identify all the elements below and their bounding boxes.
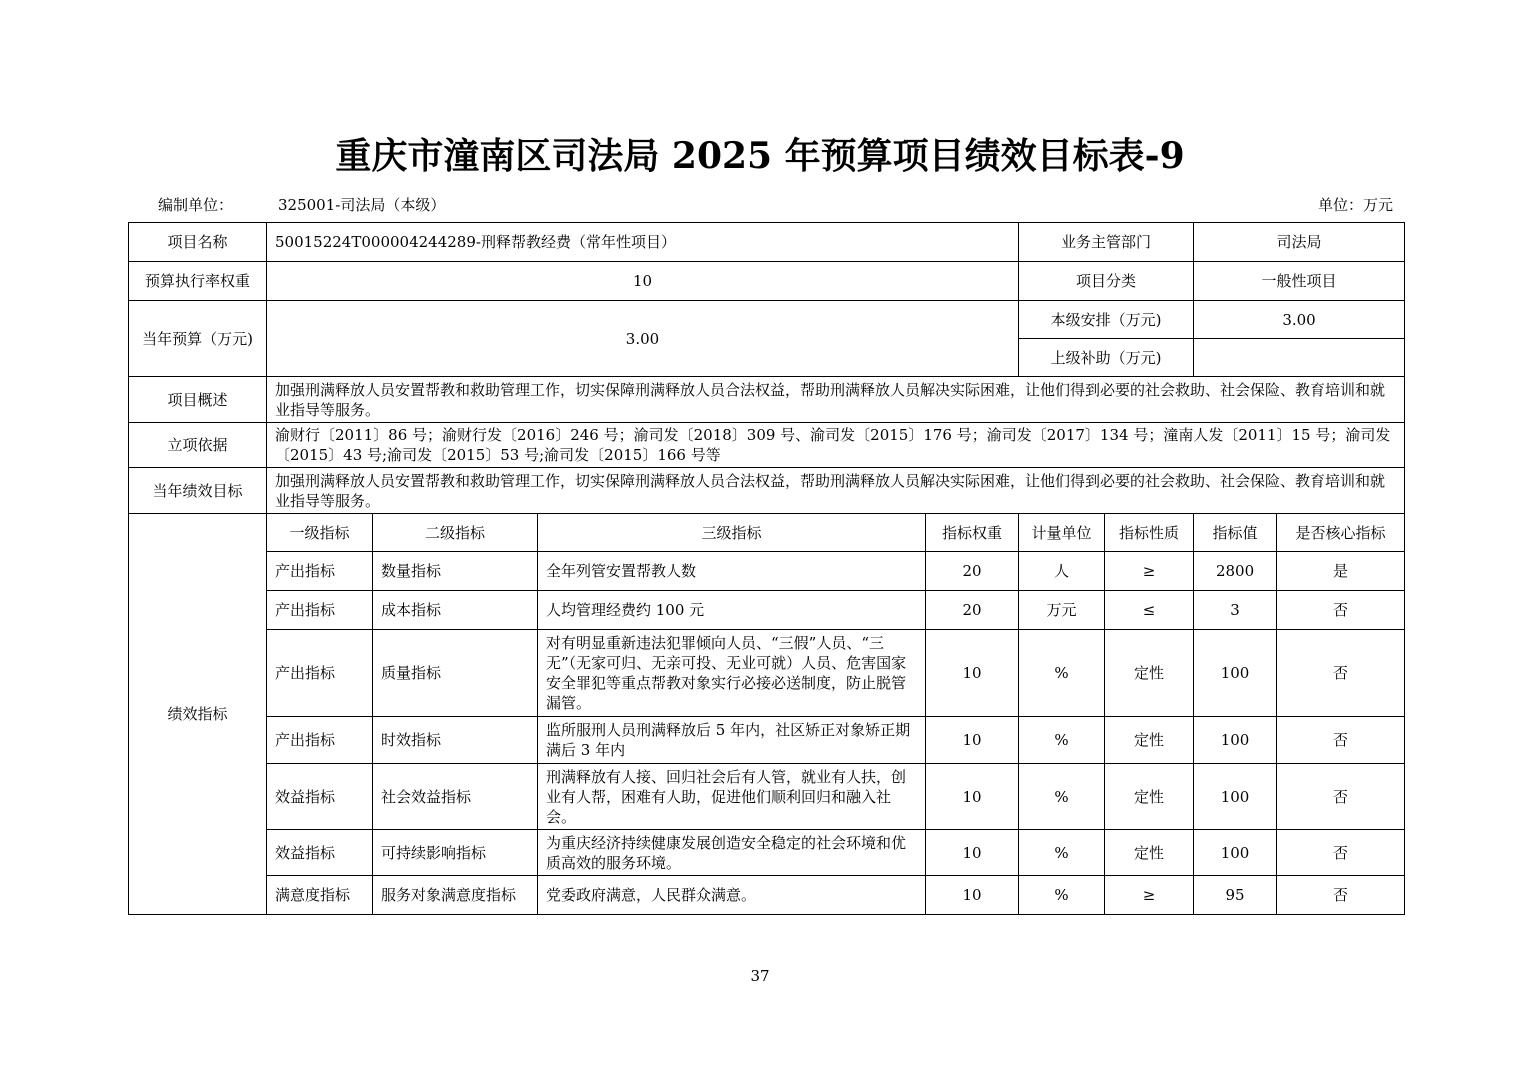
currency-unit: 单位：万元 — [1317, 196, 1393, 214]
org-unit-value: 325001-司法局（本级） — [278, 196, 446, 214]
project-name-label: 项目名称 — [129, 223, 267, 262]
goal-label: 当年绩效目标 — [129, 468, 267, 514]
row-level3: 人均管理经费约 100 元 — [538, 591, 926, 630]
row-unit: % — [1019, 764, 1105, 830]
table-row — [129, 764, 1405, 830]
category-label: 项目分类 — [1019, 262, 1194, 301]
row-level2: 可持续影响指标 — [373, 830, 538, 876]
table-row — [129, 630, 1405, 717]
row-unit: 万元 — [1019, 591, 1105, 630]
page-number: 37 — [750, 967, 770, 985]
table-row — [129, 830, 1405, 876]
row-level2: 成本指标 — [373, 591, 538, 630]
header-core: 是否核心指标 — [1277, 514, 1405, 552]
budget-value: 3.00 — [267, 301, 1019, 377]
table-row — [129, 591, 1405, 630]
row-value: 100 — [1194, 830, 1277, 876]
project-name-value: 50015224T000004244289-刑释帮教经费（常年性项目） — [267, 223, 1019, 262]
row-weight: 10 — [926, 876, 1019, 915]
row-core: 是 — [1277, 552, 1405, 591]
header-level1: 一级指标 — [267, 514, 373, 552]
row-core: 否 — [1277, 630, 1405, 717]
row-level2: 社会效益指标 — [373, 764, 538, 830]
row-nature: 定性 — [1105, 764, 1194, 830]
header-weight: 指标权重 — [926, 514, 1019, 552]
overview-value: 加强刑满释放人员安置帮教和救助管理工作，切实保障刑满释放人员合法权益，帮助刑满释放人员解决实际困难，让他们得到必要的社会救助、社会保险、教育培训和就业指导等服务。 — [267, 377, 1405, 423]
row-core: 否 — [1277, 876, 1405, 915]
row-level1: 产出指标 — [267, 717, 373, 764]
header-level2: 二级指标 — [373, 514, 538, 552]
superior-subsidy-label: 上级补助（万元) — [1019, 339, 1194, 377]
row-level1: 效益指标 — [267, 830, 373, 876]
basis-label: 立项依据 — [129, 423, 267, 468]
row-weight: 10 — [926, 764, 1019, 830]
row-level3: 全年列管安置帮教人数 — [538, 552, 926, 591]
category-value: 一般性项目 — [1194, 262, 1405, 301]
row-level2: 质量指标 — [373, 630, 538, 717]
row-level3: 为重庆经济持续健康发展创造安全稳定的社会环境和优质高效的服务环境。 — [538, 830, 926, 876]
budget-label: 当年预算（万元) — [129, 301, 267, 377]
row-weight: 20 — [926, 552, 1019, 591]
row-level3: 刑满释放有人接、回归社会后有人管，就业有人扶，创业有人帮，困难有人助，促进他们顺利回归和融入社会。 — [538, 764, 926, 830]
table-row — [129, 717, 1405, 764]
header-unit: 计量单位 — [1019, 514, 1105, 552]
org-unit-label: 编制单位： — [158, 196, 234, 214]
row-weight: 10 — [926, 630, 1019, 717]
row-level2: 服务对象满意度指标 — [373, 876, 538, 915]
dept-value: 司法局 — [1194, 223, 1405, 262]
row-level2: 时效指标 — [373, 717, 538, 764]
row-level1: 满意度指标 — [267, 876, 373, 915]
row-core: 否 — [1277, 764, 1405, 830]
performance-table — [128, 222, 1405, 915]
row-unit: % — [1019, 876, 1105, 915]
row-unit: % — [1019, 717, 1105, 764]
row-core: 否 — [1277, 830, 1405, 876]
row-level1: 产出指标 — [267, 630, 373, 717]
row-nature: 定性 — [1105, 630, 1194, 717]
header-level3: 三级指标 — [538, 514, 926, 552]
row-unit: % — [1019, 630, 1105, 717]
row-level3: 对有明显重新违法犯罪倾向人员、“三假”人员、“三无”（无家可归、无亲可投、无业可就）人员、危害国家安全罪犯等重点帮教对象实行必接必送制度，防止脱管漏管。 — [538, 630, 926, 717]
row-nature: 定性 — [1105, 717, 1194, 764]
superior-subsidy-value — [1194, 339, 1405, 377]
header-nature: 指标性质 — [1105, 514, 1194, 552]
local-budget-label: 本级安排（万元) — [1019, 301, 1194, 339]
header-value: 指标值 — [1194, 514, 1277, 552]
row-nature: ≤ — [1105, 591, 1194, 630]
dept-label: 业务主管部门 — [1019, 223, 1194, 262]
row-weight: 10 — [926, 717, 1019, 764]
goal-value: 加强刑满释放人员安置帮教和救助管理工作，切实保障刑满释放人员合法权益，帮助刑满释放人员解决实际困难，让他们得到必要的社会救助、社会保险、教育培训和就业指导等服务。 — [267, 468, 1405, 514]
weight-label: 预算执行率权重 — [129, 262, 267, 301]
row-value: 95 — [1194, 876, 1277, 915]
row-level2: 数量指标 — [373, 552, 538, 591]
row-weight: 20 — [926, 591, 1019, 630]
row-level1: 效益指标 — [267, 764, 373, 830]
basis-value: 渝财行〔2011〕86 号；渝财行发〔2016〕246 号；渝司发〔2018〕309 号、渝司发〔2015〕176 号；渝司发〔2017〕134 号；潼南人发〔2011〕15 号；渝司发〔2015〕43 号;渝司发〔2015〕53 号;渝司发〔2015〕166 号等 — [267, 423, 1405, 468]
row-value: 2800 — [1194, 552, 1277, 591]
row-value: 100 — [1194, 630, 1277, 717]
row-value: 100 — [1194, 717, 1277, 764]
table-row — [129, 552, 1405, 591]
row-unit: % — [1019, 830, 1105, 876]
indicators-section-label: 绩效指标 — [129, 514, 267, 915]
row-value: 100 — [1194, 764, 1277, 830]
row-level3: 党委政府满意，人民群众满意。 — [538, 876, 926, 915]
row-value: 3 — [1194, 591, 1277, 630]
row-nature: ≥ — [1105, 552, 1194, 591]
overview-label: 项目概述 — [129, 377, 267, 423]
row-weight: 10 — [926, 830, 1019, 876]
row-nature: ≥ — [1105, 876, 1194, 915]
row-nature: 定性 — [1105, 830, 1194, 876]
row-level1: 产出指标 — [267, 552, 373, 591]
row-core: 否 — [1277, 717, 1405, 764]
row-level3: 监所服刑人员刑满释放后 5 年内，社区矫正对象矫正期满后 3 年内 — [538, 717, 926, 764]
table-row — [129, 876, 1405, 915]
row-unit: 人 — [1019, 552, 1105, 591]
row-level1: 产出指标 — [267, 591, 373, 630]
page-title: 重庆市潼南区司法局 2025 年预算项目绩效目标表-9 — [335, 135, 1185, 177]
row-core: 否 — [1277, 591, 1405, 630]
weight-value: 10 — [267, 262, 1019, 301]
local-budget-value: 3.00 — [1194, 301, 1405, 339]
